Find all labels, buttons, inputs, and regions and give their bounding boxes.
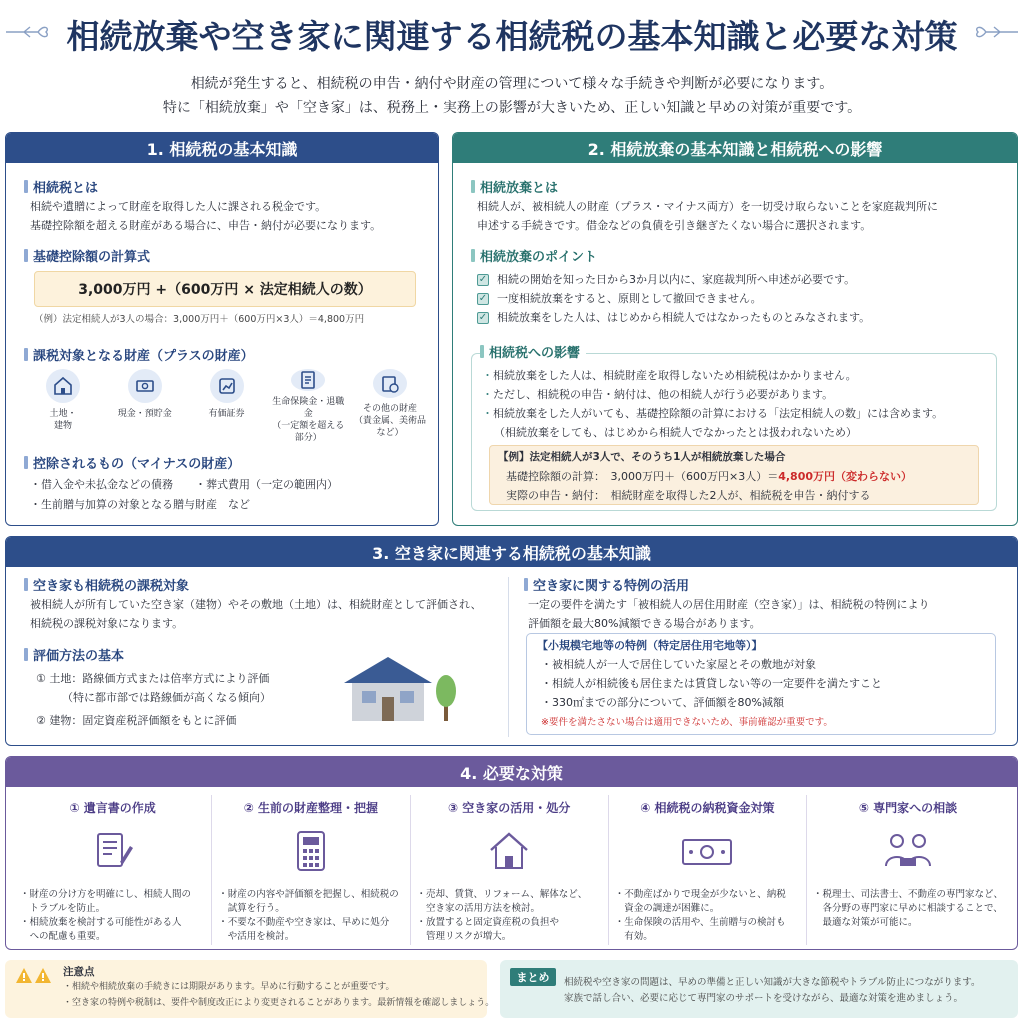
- renunciation-points-list: [477, 270, 870, 327]
- asset-label-line1: その他の財産: [362, 404, 417, 414]
- inheritance-tax-what-line-1: 相続や遺贈によって財産を取得した人に課される税金です。: [30, 200, 327, 213]
- warning-icon: [15, 967, 53, 985]
- taxable-asset-label: [49, 408, 76, 432]
- measure-line: や活用を検討。: [218, 931, 295, 942]
- measure-line: 各分野の専門家に早めに相談することで、: [813, 903, 1003, 914]
- summary-box: [500, 960, 1018, 1018]
- measure-text: [218, 888, 403, 944]
- measures-list: [14, 795, 1009, 945]
- other-assets-icon: [373, 369, 407, 398]
- small-land-warning: ※要件を満たさない場合は適用できないため、事前確認が重要です。: [541, 717, 833, 728]
- example-calc-value: 3,000万円＋（600万円×3人）＝: [610, 470, 779, 483]
- measure-consult-expert: [807, 795, 1009, 945]
- measure-line: ・生命保険の活用や、生前贈与の検討も: [614, 917, 786, 928]
- measure-text: [615, 888, 800, 944]
- example-title: 【例】法定相続人が3人で、そのうち1人が相続放棄した場合: [498, 451, 786, 463]
- check-icon: ✓: [478, 293, 488, 304]
- asset-label-line1: 現金・預貯金: [117, 409, 172, 419]
- small-land-text-3: 330㎡までの部分について、評価額を80%減額: [552, 696, 785, 709]
- special-measure-line-2: 評価額を最大80%減額できる場合があります。: [528, 617, 761, 630]
- section1-heading: 1. 相続税の基本知識: [6, 133, 438, 163]
- summary-line-2: 家族で話し合い、必要に応じて専門家のサポートを受けながら、最適な対策を進めましょう。: [564, 993, 964, 1004]
- deductible-text-2: 生前贈与加算の対象となる贈与財産 など: [41, 498, 250, 511]
- summary-tag: まとめ: [510, 968, 556, 986]
- deduction-formula: 3,000万円 +（600万円 × 法定相続人の数）: [34, 271, 416, 307]
- small-land-text-1: 被相続人が一人で居住していた家屋とその敷地が対象: [552, 658, 816, 671]
- asset-label-line1: 土地・: [49, 409, 77, 419]
- vacant-target-line-2: 相続税の課税対象になります。: [30, 617, 184, 630]
- measure-line: ・相続放棄を検討する可能性がある人: [20, 917, 182, 928]
- section-basic-knowledge: [5, 132, 439, 526]
- example-box: [489, 445, 979, 505]
- point-text: 相続の開始を知った日から3か月以内に、家庭裁判所へ申述が必要です。: [497, 273, 856, 286]
- measure-line: 試算を行う。: [218, 903, 285, 914]
- measure-text: [813, 888, 1003, 930]
- measure-line: トラブルを防止。: [20, 903, 106, 914]
- measure-line: への配慮も重要。: [20, 931, 106, 942]
- measure-line: 資金の調達が困難に。: [614, 903, 720, 914]
- section3-divider: [508, 577, 509, 737]
- section-measures: [5, 756, 1018, 950]
- asset-label-line2: 建物: [53, 421, 72, 431]
- inheritance-tax-what-title: 相続税とは: [24, 177, 98, 196]
- deductible-title: 控除されるもの（マイナスの財産）: [24, 453, 240, 472]
- taxable-asset-label: [208, 408, 244, 420]
- section-vacant-house: [5, 536, 1018, 746]
- insurance-icon: [291, 369, 325, 391]
- example-calc-row: [506, 467, 912, 486]
- special-measure-title: 空き家に関する特例の活用: [524, 575, 689, 594]
- small-land-line-2: ・相続人が相続後も居住または賃貸しない等の一定要件を満たすこと: [541, 677, 882, 690]
- measure-line: 管理リスクが増大。: [416, 931, 512, 942]
- special-measure-line-1: 一定の要件を満たす「被相続人の居住用財産（空き家）」は、相続税の特例により: [528, 598, 930, 611]
- tax-effect-line-2: ・ ただし、相続税の申告・納付は、他の相続人が行う必要があります。: [482, 385, 833, 404]
- measure-title: ① 遺言書の作成: [69, 801, 156, 815]
- measure-asset-organize: [212, 795, 410, 945]
- taxable-asset-label: [269, 396, 347, 444]
- small-land-line-1: ・被相続人が一人で居住していた家屋とその敷地が対象: [541, 658, 816, 671]
- consultation-icon: [813, 828, 1003, 874]
- banknote-icon: [615, 828, 800, 874]
- ornament-right-icon: [970, 20, 1020, 44]
- house-icon: [417, 828, 602, 874]
- taxable-asset-insurance: [269, 369, 347, 443]
- section2-heading: 2. 相続放棄の基本知識と相続税への影響: [453, 133, 1017, 163]
- tax-effect-line-1: ・ 相続放棄をした人は、相続財産を取得しないため相続税はかかりません。: [482, 366, 857, 385]
- taxable-assets-title: 課税対象となる財産（プラスの財産）: [24, 345, 254, 364]
- inheritance-tax-what-line-2: 基礎控除額を超える財産がある場合に、申告・納付が必要になります。: [30, 219, 382, 232]
- taxable-asset-label: [118, 408, 172, 420]
- intro-text: [0, 72, 1024, 120]
- small-land-box: [526, 633, 996, 735]
- measure-line: ・財産の内容や評価額を把握し、相続税の: [218, 889, 399, 900]
- measure-line: ・放置すると固定資産税の負担や: [416, 917, 560, 928]
- section4-heading: 4. 必要な対策: [6, 757, 1017, 787]
- valuation-method-line-1: ① 土地：路線価方式または倍率方式により評価: [36, 672, 270, 685]
- measure-will: [14, 795, 212, 945]
- taxable-assets-list: [24, 369, 429, 443]
- valuation-method-line-2: （特に都市部では路線価が高くなる傾向）: [62, 691, 271, 704]
- document-pen-icon: [20, 828, 205, 874]
- renunciation-point: [477, 308, 870, 327]
- measure-line: 最適な対策が可能に。: [813, 917, 918, 928]
- cash-icon: [128, 369, 162, 403]
- summary-line-1: 相続税や空き家の問題は、早めの準備と正しい知識が大きな節税やトラブル防止につながります。: [564, 977, 981, 988]
- tax-effect-title: 相続税への影響: [480, 342, 586, 361]
- measure-line: 有効。: [614, 931, 653, 942]
- ornament-left-icon: [4, 20, 54, 44]
- tax-effect-line-4: （相続放棄をしても、はじめから相続人でなかったとは扱われないため）: [494, 426, 857, 439]
- measure-title: ③ 空き家の活用・処分: [447, 801, 571, 815]
- deductible-line-1: ・借入金や未払金などの債務 ・葬式費用（一定の範囲内）: [30, 478, 338, 491]
- measure-line: 空き家の活用方法を検討。: [416, 903, 541, 914]
- example-calc-result: 4,800万円（変わらない）: [778, 470, 912, 483]
- deductible-line-2: ・生前贈与加算の対象となる贈与財産 など: [30, 498, 250, 511]
- measure-line: ・不要な不動産や空き家は、早めに処分: [218, 917, 390, 928]
- taxable-asset-land: [24, 369, 102, 439]
- renunciation-points-title: 相続放棄のポイント: [471, 246, 597, 265]
- house-icon: [46, 369, 80, 403]
- measure-vacant-use: [411, 795, 609, 945]
- taxable-asset-other: [351, 369, 429, 439]
- measure-line: ・税理士、司法書士、不動産の専門家など、: [813, 889, 1004, 900]
- measure-tax-funds: [609, 795, 807, 945]
- measure-line: ・財産の分け方を明確にし、相続人間の: [20, 889, 192, 900]
- example-actual-label: 実際の申告・納付：: [506, 489, 600, 502]
- tax-effect-line-3: ・ 相続放棄をした人がいても、基礎控除額の計算における「法定相続人の数」には含めます。: [482, 404, 943, 423]
- deductible-text-1: 借入金や未払金などの債務 ・葬式費用（一定の範囲内）: [41, 478, 338, 491]
- valuation-method-title: 評価方法の基本: [24, 645, 124, 664]
- renunciation-point: [477, 289, 870, 308]
- calculator-icon: [218, 828, 403, 874]
- page-title: 相続放棄や空き家に関連する相続税の基本知識と必要な対策: [66, 16, 958, 56]
- caution-box: [5, 960, 495, 1018]
- small-land-title: 【小規模宅地等の特例（特定居住用宅地等）】: [537, 639, 763, 652]
- title-row: [0, 8, 1024, 60]
- check-icon: ✓: [478, 274, 488, 285]
- renunciation-point: [477, 270, 870, 289]
- taxable-asset-cash: [106, 369, 184, 439]
- check-icon: ✓: [478, 312, 488, 323]
- asset-label-line2: （貴金属、美術品など）: [353, 416, 426, 438]
- example-actual-value: 相続財産を取得した2人が、相続税を申告・納付する: [610, 489, 871, 502]
- small-land-line-3: ・330㎡までの部分について、評価額を80%減額: [541, 696, 785, 709]
- measure-line: ・不動産ばかりで現金が少ないと、納税: [614, 889, 786, 900]
- taxable-asset-label: [351, 403, 429, 439]
- asset-label-line2: （一定額を超える部分）: [272, 421, 345, 443]
- renunciation-what-line-1: 相続人が、被相続人の財産（プラス・マイナス両方）を一切受け取らないことを家庭裁判所に: [477, 200, 939, 213]
- intro-line-2: 特に「相続放棄」や「空き家」は、税務上・実務上の影響が大きいため、正しい知識と早めの対策が重要です。: [162, 100, 862, 116]
- renunciation-what-line-2: 申述する手続きです。借金などの負債を引き継ぎたくない場合に選択されます。: [477, 219, 872, 232]
- asset-label-line1: 有価証券: [208, 409, 245, 419]
- example-actual-row: [506, 486, 871, 505]
- asset-label-line1: 生命保険金・退職金: [272, 397, 345, 419]
- caution-line-2: ・空き家の特例や税制は、要件や制度改正により変更されることがあります。最新情報を確認しましょう。: [63, 998, 495, 1008]
- small-land-text-2: 相続人が相続後も居住または賃貸しない等の一定要件を満たすこと: [552, 677, 882, 690]
- vacant-house-illustration-icon: [338, 653, 468, 725]
- renunciation-what-title: 相続放棄とは: [471, 177, 558, 196]
- intro-line-1: 相続が発生すると、相続税の申告・納付や財産の管理について様々な手続きや判断が必要になります。: [190, 76, 834, 92]
- point-text: 相続放棄をした人は、はじめから相続人ではなかったものとみなされます。: [497, 311, 871, 324]
- taxable-asset-securities: [188, 369, 266, 439]
- example-calc-label: 基礎控除額の計算：: [506, 470, 600, 483]
- measure-line: ・売却、賃貸、リフォーム、解体など、: [416, 889, 588, 900]
- caution-line-1: ・相続や相続放棄の手続きには期限があります。早めに行動することが重要です。: [63, 982, 395, 992]
- measure-text: [417, 888, 602, 944]
- point-text: 一度相続放棄をすると、原則として撤回できません。: [497, 292, 762, 305]
- vacant-target-title: 空き家も相続税の課税対象: [24, 575, 189, 594]
- measure-text: [20, 888, 205, 944]
- securities-icon: [210, 369, 244, 403]
- measure-title: ② 生前の財産整理・把握: [243, 801, 379, 815]
- valuation-method-line-3: ② 建物：固定資産税評価額をもとに評価: [36, 714, 237, 727]
- formula-example: （例）法定相続人が3人の場合：3,000万円＋（600万円×3人）＝4,800万円: [34, 314, 365, 325]
- section-renunciation: [452, 132, 1018, 526]
- caution-title: 注意点: [63, 966, 95, 978]
- measure-title: ④ 相続税の納税資金対策: [640, 801, 775, 815]
- section3-heading: 3. 空き家に関連する相続税の基本知識: [6, 537, 1017, 567]
- measure-title: ⑤ 専門家への相談: [858, 801, 958, 815]
- vacant-target-line-1: 被相続人が所有していた空き家（建物）やその敷地（土地）は、相続財産として評価され、: [30, 598, 482, 611]
- deduction-title: 基礎控除額の計算式: [24, 246, 150, 265]
